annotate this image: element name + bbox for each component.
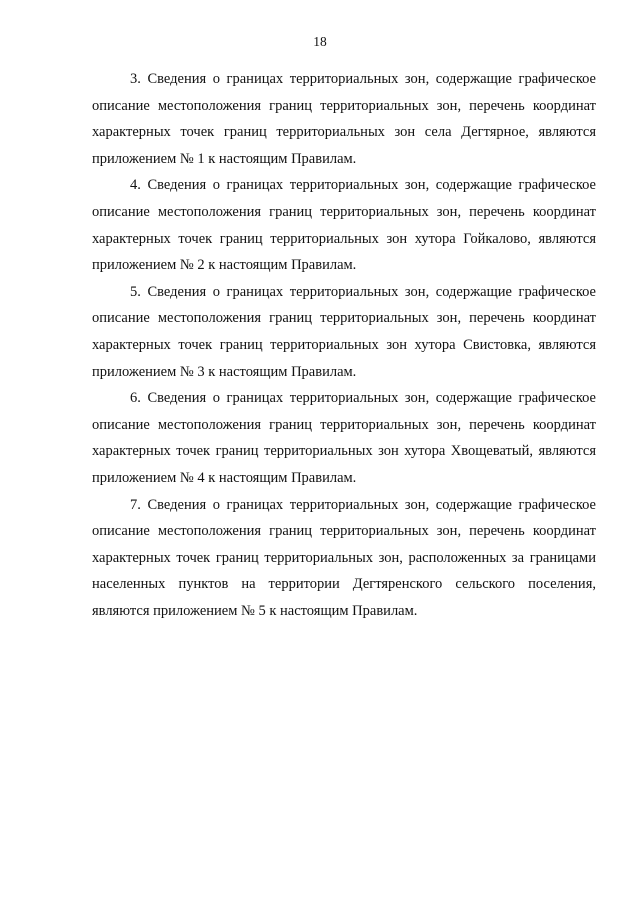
paragraph-6: 6. Сведения о границах территориальных зон, содержащие графическое описание местоположения границ территориальных зон, перечень координат характерных точек границ территориальных зон хутора Хвощеватый, являются приложением № 4 к настоящим Правилам. — [92, 390, 596, 486]
paragraph-5: 5. Сведения о границах территориальных зон, содержащие графическое описание местоположения границ территориальных зон, перечень координат характерных точек границ территориальных зон хутора Свистовка, являются приложением № 3 к настоящим Правилам. — [92, 283, 596, 380]
page-number: 18 — [313, 34, 327, 49]
paragraph-3: 3. Сведения о границах территориальных зон, содержащие графическое описание местоположения границ территориальных зон, перечень координат характерных точек границ территориальных зон села Дегтярное, являются приложением № 1 к настоящим Правилам. — [92, 71, 596, 167]
document-body — [92, 66, 596, 624]
paragraph-4: 4. Сведения о границах территориальных зон, содержащие графическое описание местоположения границ территориальных зон, перечень координат характерных точек границ территориальных зон хутора Гойкалово, являются приложением № 2 к настоящим Правилам. — [92, 177, 596, 274]
paragraph-7: 7. Сведения о границах территориальных зон, содержащие графическое описание местоположения границ территориальных зон, перечень координат характерных точек границ территориальных зон, расположенных за границами населенных пунктов на территории Дегтяренского сельского поселения, являются приложением № 5 к настоящим Правилам. — [92, 496, 596, 619]
